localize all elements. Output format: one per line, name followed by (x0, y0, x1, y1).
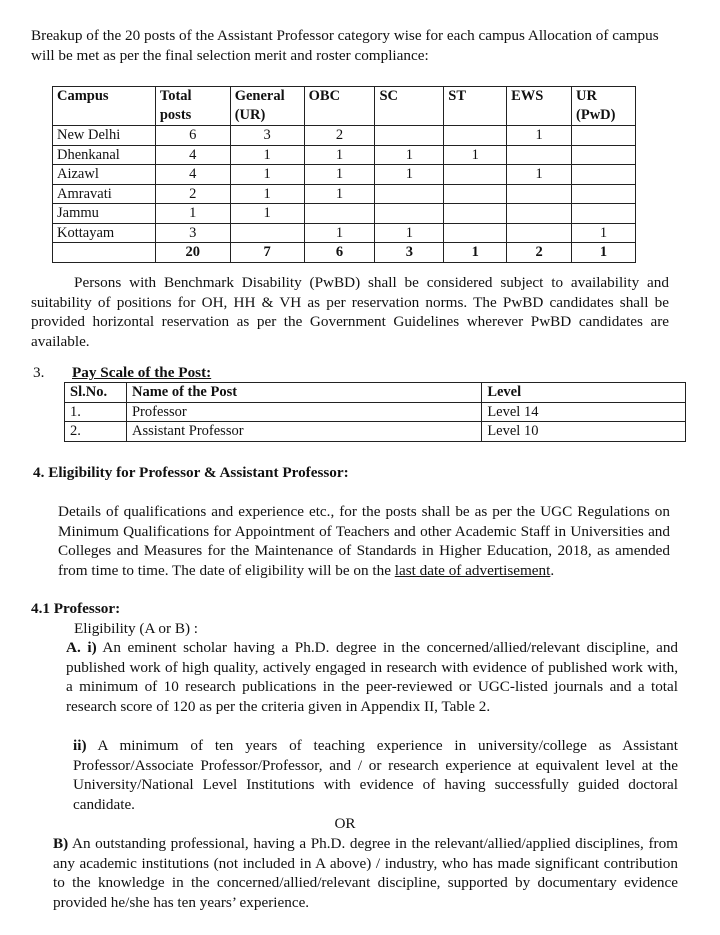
cell: 1 (375, 223, 444, 243)
cell: 1 (304, 223, 375, 243)
table-row (53, 126, 636, 146)
cell: 1 (375, 165, 444, 185)
cell-campus: Amravati (53, 184, 156, 204)
col-header-general: General (UR) (230, 87, 304, 126)
col-header-sc: SC (375, 87, 444, 126)
cell (507, 184, 572, 204)
cell: 1 (304, 184, 375, 204)
col-header-level: Level (482, 383, 686, 403)
cell: 1 (572, 223, 636, 243)
criterion-a-i-text: An eminent scholar having a Ph.D. degree in the concerned/allied/relevant discipline, and published work of high quality, actively engaged in research with evidence of published work with, a minimum of 10 research publications in the peer-reviewed or UGC-listed journals and a total research score of 120 as per the criteria given in Appendix II, Table 2. (66, 639, 679, 715)
criterion-b (53, 834, 678, 912)
cell: 1 (230, 184, 304, 204)
col-header-slno: Sl.No. (65, 383, 127, 403)
cell (444, 223, 507, 243)
total-cell: 6 (304, 243, 375, 263)
cell (375, 126, 444, 146)
criterion-b-label: B) (53, 835, 69, 852)
cell (507, 223, 572, 243)
col-header-obc: OBC (304, 87, 375, 126)
cell: 1 (304, 145, 375, 165)
cell (304, 204, 375, 224)
table-totals-row (53, 243, 636, 263)
total-cell: 7 (230, 243, 304, 263)
col-header-total: Total posts (155, 87, 230, 126)
cell: Professor (126, 402, 481, 422)
section-4-text: Details of qualifications and experience etc., for the posts shall be as per the UGC Regulations on Minimum Qualifications for Appointment of Teachers and other Academic Staff in Universities and Colleges and Measures for the Maintenance of Standards in Higher Education, 2018, as amended from time to time. The date of eligibility will be on the (58, 503, 670, 579)
table-header-row (53, 87, 636, 126)
col-header-st: ST (444, 87, 507, 126)
section-4-paragraph (58, 502, 670, 580)
cell: 2 (155, 184, 230, 204)
cell-campus: Aizawl (53, 165, 156, 185)
cell: 4 (155, 145, 230, 165)
col-header-ews: EWS (507, 87, 572, 126)
cell: 1 (155, 204, 230, 224)
col-header-campus: Campus (53, 87, 156, 126)
cell: 1 (230, 204, 304, 224)
total-cell: 2 (507, 243, 572, 263)
cell-campus (53, 243, 156, 263)
cell: 2 (304, 126, 375, 146)
campus-allocation-table (52, 86, 636, 263)
table-row (53, 165, 636, 185)
cell: 1 (230, 165, 304, 185)
criterion-a-ii-text: A minimum of ten years of teaching experience in university/college as Assistant Professor/Associate Professor/Professor, and / or research experience at equivalent level at the University/National Level Institutions with evidence of having successfully guided doctoral candidate. (73, 737, 678, 813)
cell: 1 (375, 145, 444, 165)
criterion-a-i-label: A. i) (66, 639, 97, 656)
total-cell: 1 (444, 243, 507, 263)
section-4-period: . (550, 561, 555, 579)
section-41-heading: 4.1 Professor: (31, 600, 121, 617)
cell: 4 (155, 165, 230, 185)
criterion-a-i (66, 638, 678, 716)
pay-scale-table (64, 382, 686, 442)
cell: Assistant Professor (126, 422, 481, 442)
cell: 3 (230, 126, 304, 146)
cell (572, 165, 636, 185)
criterion-b-text: An outstanding professional, having a Ph.D. degree in the relevant/allied/applied disciplines, from any academic institutions (not included in A above) / industry, who has made significant contribution to the knowledge in the concerned/allied/relevant discipline, supported by documentary evidence provided he/she has ten years’ experience. (53, 835, 678, 911)
pwbd-note: Persons with Benchmark Disability (PwBD) shall be considered subject to availability and suitability of positions for OH, HH & VH as per reservation norms. The PwBD candidates shall be provided horizontal reservation as per the Government Guidelines wherever PwBD candidates are available. (31, 274, 669, 350)
cell: 1 (230, 145, 304, 165)
cell (230, 223, 304, 243)
cell-campus: New Delhi (53, 126, 156, 146)
total-cell: 1 (572, 243, 636, 263)
total-cell: 20 (155, 243, 230, 263)
section-3-number: 3. (33, 364, 45, 381)
table-row (65, 402, 686, 422)
col-header-post: Name of the Post (126, 383, 481, 403)
table-row (65, 422, 686, 442)
cell (444, 126, 507, 146)
cell (444, 204, 507, 224)
cell: 6 (155, 126, 230, 146)
cell: 1 (304, 165, 375, 185)
cell: Level 10 (482, 422, 686, 442)
table-header-row (65, 383, 686, 403)
cell: 1 (444, 145, 507, 165)
cell (572, 184, 636, 204)
cell: 1 (507, 165, 572, 185)
cell (572, 126, 636, 146)
cell (444, 165, 507, 185)
section-4-heading: 4. Eligibility for Professor & Assistant Professor: (33, 464, 349, 481)
total-cell: 3 (375, 243, 444, 263)
col-header-urpwd: UR (PwD) (572, 87, 636, 126)
cell: 1. (65, 402, 127, 422)
cell (375, 184, 444, 204)
cell (507, 204, 572, 224)
cell (572, 145, 636, 165)
criterion-a-ii (73, 736, 678, 814)
intro-paragraph: Breakup of the 20 posts of the Assistant Professor category wise for each campus Allocation of campus will be met as per the final selection merit and roster compliance: (31, 27, 659, 64)
cell-campus: Kottayam (53, 223, 156, 243)
eligibility-label: Eligibility (A or B) : (74, 620, 199, 637)
criterion-a-ii-label: ii) (73, 737, 87, 754)
cell: 1 (507, 126, 572, 146)
cell (444, 184, 507, 204)
or-separator: OR (334, 815, 356, 832)
cell: 2. (65, 422, 127, 442)
cell (572, 204, 636, 224)
cell-campus: Jammu (53, 204, 156, 224)
table-row (53, 223, 636, 243)
last-date-link: last date of advertisement (394, 561, 551, 579)
section-3-title: Pay Scale of the Post: (72, 364, 212, 381)
cell (375, 204, 444, 224)
table-row (53, 184, 636, 204)
table-row (53, 204, 636, 224)
cell: 3 (155, 223, 230, 243)
cell-campus: Dhenkanal (53, 145, 156, 165)
table-row (53, 145, 636, 165)
cell: Level 14 (482, 402, 686, 422)
cell (507, 145, 572, 165)
